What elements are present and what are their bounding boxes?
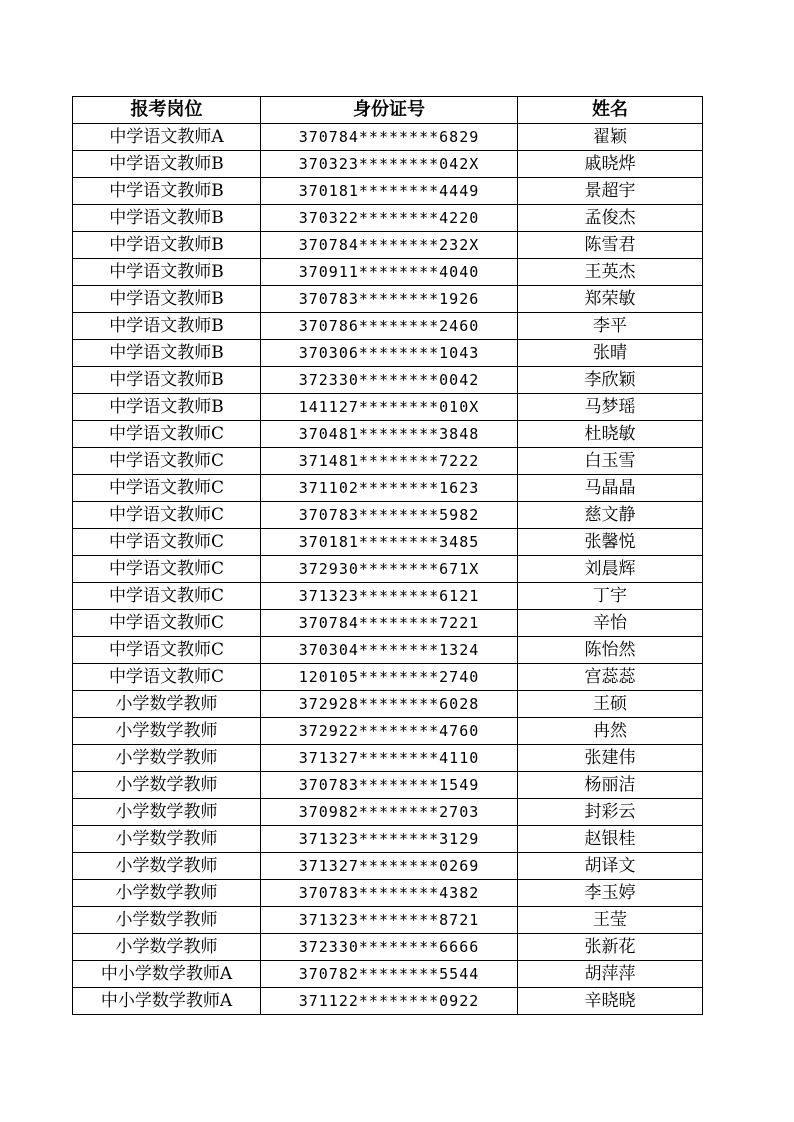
cell-position: 中学语文教师B: [73, 205, 261, 232]
cell-position: 中学语文教师C: [73, 502, 261, 529]
cell-id-number: 372928********6028: [261, 691, 518, 718]
cell-name: 马梦瑶: [518, 394, 703, 421]
cell-name: 辛怡: [518, 610, 703, 637]
cell-id-number: 371122********0922: [261, 988, 518, 1015]
cell-id-number: 371323********3129: [261, 826, 518, 853]
cell-name: 杜晓敏: [518, 421, 703, 448]
cell-name: 王莹: [518, 907, 703, 934]
table-row: [73, 556, 703, 583]
cell-position: 小学数学教师: [73, 772, 261, 799]
cell-position: 中学语文教师B: [73, 178, 261, 205]
cell-position: 中学语文教师C: [73, 448, 261, 475]
cell-id-number: 372330********6666: [261, 934, 518, 961]
cell-name: 白玉雪: [518, 448, 703, 475]
cell-position: 小学数学教师: [73, 934, 261, 961]
cell-name: 王英杰: [518, 259, 703, 286]
cell-id-number: 370784********7221: [261, 610, 518, 637]
table-row: [73, 286, 703, 313]
cell-position: 中学语文教师B: [73, 313, 261, 340]
table-row: [73, 988, 703, 1015]
cell-id-number: 370783********1926: [261, 286, 518, 313]
cell-position: 小学数学教师: [73, 691, 261, 718]
header-id-number: 身份证号: [261, 97, 518, 124]
cell-id-number: 370784********232X: [261, 232, 518, 259]
table-row: [73, 475, 703, 502]
table-row: [73, 610, 703, 637]
cell-position: 中学语文教师C: [73, 556, 261, 583]
cell-position: 中学语文教师B: [73, 259, 261, 286]
cell-position: 小学数学教师: [73, 745, 261, 772]
cell-position: 小学数学教师: [73, 799, 261, 826]
cell-name: 李欣颖: [518, 367, 703, 394]
table-row: [73, 799, 703, 826]
cell-position: 中学语文教师B: [73, 394, 261, 421]
table-row: [73, 124, 703, 151]
table-row: [73, 718, 703, 745]
cell-id-number: 372330********0042: [261, 367, 518, 394]
cell-name: 胡萍萍: [518, 961, 703, 988]
cell-position: 中学语文教师B: [73, 367, 261, 394]
cell-name: 陈雪君: [518, 232, 703, 259]
cell-id-number: 371327********0269: [261, 853, 518, 880]
table-row: [73, 394, 703, 421]
cell-id-number: 372922********4760: [261, 718, 518, 745]
cell-id-number: 371323********6121: [261, 583, 518, 610]
cell-name: 胡译文: [518, 853, 703, 880]
cell-id-number: 370782********5544: [261, 961, 518, 988]
table-row: [73, 772, 703, 799]
cell-name: 丁宇: [518, 583, 703, 610]
table-row: [73, 205, 703, 232]
cell-id-number: 370786********2460: [261, 313, 518, 340]
cell-id-number: 370306********1043: [261, 340, 518, 367]
cell-position: 中小学数学教师A: [73, 988, 261, 1015]
cell-id-number: 370304********1324: [261, 637, 518, 664]
cell-name: 戚晓烨: [518, 151, 703, 178]
cell-id-number: 370783********5982: [261, 502, 518, 529]
table-row: [73, 691, 703, 718]
table-row: [73, 853, 703, 880]
cell-position: 中学语文教师B: [73, 232, 261, 259]
cell-id-number: 370181********3485: [261, 529, 518, 556]
table-row: [73, 826, 703, 853]
header-row: [73, 97, 703, 124]
cell-name: 冉然: [518, 718, 703, 745]
cell-position: 中学语文教师B: [73, 286, 261, 313]
cell-id-number: 370481********3848: [261, 421, 518, 448]
table-row: [73, 745, 703, 772]
cell-name: 李平: [518, 313, 703, 340]
cell-position: 小学数学教师: [73, 880, 261, 907]
cell-id-number: 371102********1623: [261, 475, 518, 502]
cell-position: 中学语文教师B: [73, 151, 261, 178]
cell-id-number: 370784********6829: [261, 124, 518, 151]
table-row: [73, 340, 703, 367]
table-row: [73, 502, 703, 529]
cell-id-number: 370322********4220: [261, 205, 518, 232]
table-row: [73, 178, 703, 205]
table-row: [73, 259, 703, 286]
cell-position: 小学数学教师: [73, 907, 261, 934]
cell-name: 慈文静: [518, 502, 703, 529]
table-row: [73, 448, 703, 475]
cell-name: 王硕: [518, 691, 703, 718]
cell-id-number: 370783********4382: [261, 880, 518, 907]
table-row: [73, 421, 703, 448]
table-row: [73, 313, 703, 340]
cell-id-number: 370982********2703: [261, 799, 518, 826]
cell-name: 李玉婷: [518, 880, 703, 907]
cell-name: 张晴: [518, 340, 703, 367]
header-position: 报考岗位: [73, 97, 261, 124]
cell-position: 小学数学教师: [73, 718, 261, 745]
candidate-table: [72, 96, 703, 1015]
cell-name: 张新花: [518, 934, 703, 961]
table-header: [73, 97, 703, 124]
table-row: [73, 583, 703, 610]
table-row: [73, 664, 703, 691]
cell-name: 赵银桂: [518, 826, 703, 853]
cell-position: 中学语文教师C: [73, 529, 261, 556]
cell-position: 中学语文教师A: [73, 124, 261, 151]
cell-position: 中学语文教师C: [73, 610, 261, 637]
cell-position: 中小学数学教师A: [73, 961, 261, 988]
cell-name: 孟俊杰: [518, 205, 703, 232]
cell-id-number: 370323********042X: [261, 151, 518, 178]
table-row: [73, 907, 703, 934]
cell-name: 张馨悦: [518, 529, 703, 556]
cell-name: 杨丽洁: [518, 772, 703, 799]
cell-id-number: 371481********7222: [261, 448, 518, 475]
cell-position: 中学语文教师C: [73, 637, 261, 664]
cell-id-number: 371323********8721: [261, 907, 518, 934]
table-row: [73, 151, 703, 178]
cell-name: 翟颖: [518, 124, 703, 151]
cell-position: 中学语文教师C: [73, 475, 261, 502]
table-row: [73, 880, 703, 907]
cell-name: 陈怡然: [518, 637, 703, 664]
cell-name: 辛晓晓: [518, 988, 703, 1015]
table-row: [73, 232, 703, 259]
table-row: [73, 637, 703, 664]
cell-name: 刘晨辉: [518, 556, 703, 583]
cell-id-number: 120105********2740: [261, 664, 518, 691]
cell-position: 中学语文教师C: [73, 583, 261, 610]
cell-id-number: 370783********1549: [261, 772, 518, 799]
table-row: [73, 529, 703, 556]
cell-id-number: 370911********4040: [261, 259, 518, 286]
cell-name: 郑荣敏: [518, 286, 703, 313]
header-name: 姓名: [518, 97, 703, 124]
cell-position: 小学数学教师: [73, 853, 261, 880]
cell-position: 小学数学教师: [73, 826, 261, 853]
cell-name: 马晶晶: [518, 475, 703, 502]
cell-name: 封彩云: [518, 799, 703, 826]
cell-id-number: 371327********4110: [261, 745, 518, 772]
cell-name: 张建伟: [518, 745, 703, 772]
cell-name: 宫蕊蕊: [518, 664, 703, 691]
cell-id-number: 141127********010X: [261, 394, 518, 421]
cell-id-number: 372930********671X: [261, 556, 518, 583]
table-body: [73, 124, 703, 1015]
cell-position: 中学语文教师C: [73, 664, 261, 691]
cell-position: 中学语文教师C: [73, 421, 261, 448]
cell-position: 中学语文教师B: [73, 340, 261, 367]
table-row: [73, 367, 703, 394]
cell-name: 景超宇: [518, 178, 703, 205]
cell-id-number: 370181********4449: [261, 178, 518, 205]
table-row: [73, 934, 703, 961]
table-row: [73, 961, 703, 988]
